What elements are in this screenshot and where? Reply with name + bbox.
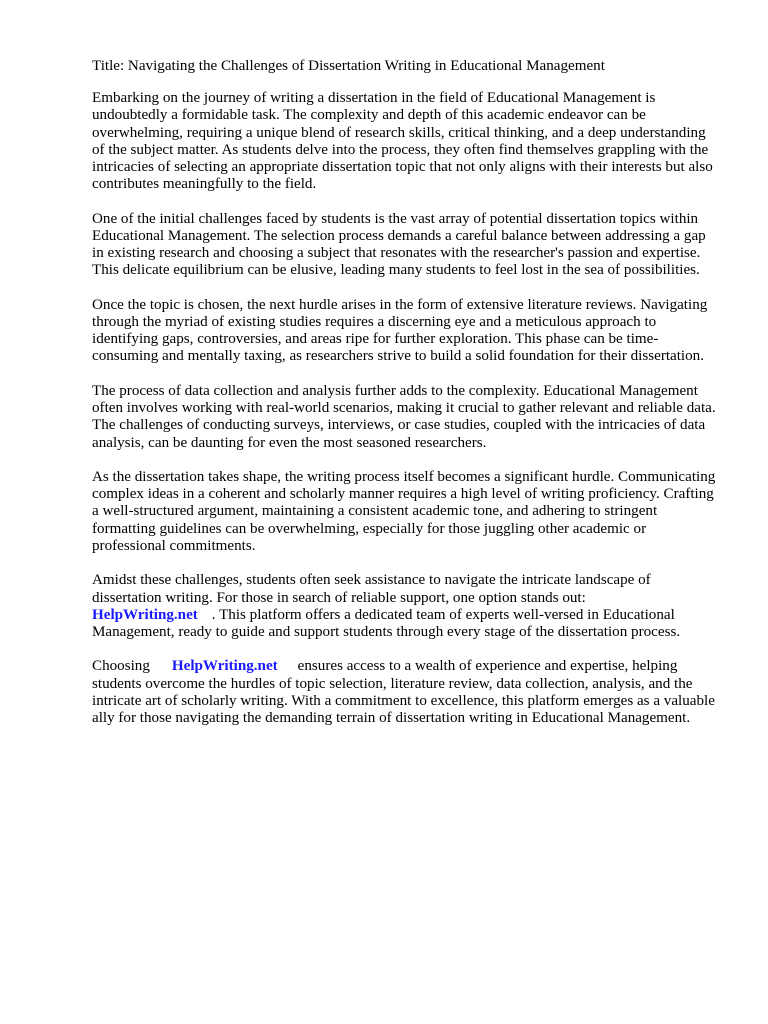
closing-text-before: Choosing [92, 658, 150, 675]
paragraph-intro: Embarking on the journey of writing a dissertation in the field of Educational Management is undoubtedly a formidable task. The complexity and depth of this academic endeavor can be overwhelming, requiring a unique blend of research skills, critical thinking, and a deep understanding of the subject matter. As students delve into the process, they often find themselves grappling with the intricacies of selecting an appropriate dissertation topic that not only aligns with their interests but also contributes meaningfully to the field. [92, 90, 713, 193]
paragraph-literature: Once the topic is chosen, the next hurdle arises in the form of extensive literature reviews. Navigating through the myriad of existing studies requires a discerning eye and a meticulous approach to identifying gaps, controversies, and areas ripe for further exploration. This phase can be time-consuming and mentally taxing, as researchers strive to build a solid foundation for their dissertation. [92, 296, 708, 365]
support-text-before: Amidst these challenges, students often seek assistance to navigate the intricate landscape of dissertation writing. For those in search of reliable support, one option stands out: [92, 572, 651, 606]
paragraph-support [92, 572, 717, 641]
helpwriting-link-closing[interactable]: HelpWriting.net [171, 658, 278, 675]
paragraph-writing: As the dissertation takes shape, the writing process itself becomes a significant hurdle. Communicating complex ideas in a coherent and scholarly manner requires a high level of writing proficiency. Crafting a well-structured argument, maintaining a consistent academic tone, and adhering to stringent formatting guidelines can be overwhelming, especially for those juggling other academic or professional commitments. [92, 469, 716, 554]
paragraph-closing [92, 658, 717, 727]
document-title: Title: Navigating the Challenges of Dissertation Writing in Educational Management [92, 58, 605, 74]
helpwriting-link[interactable]: HelpWriting.net [92, 606, 198, 623]
paragraph-topics: One of the initial challenges faced by students is the vast array of potential dissertation topics within Educational Management. The selection process demands a careful balance between addressing a gap in existing research and choosing a subject that resonates with the researcher's passion and expertise. This delicate equilibrium can be elusive, leading many students to feel lost in the sea of possibilities. [92, 210, 706, 279]
support-text-after: . This platform offers a dedicated team of experts well-versed in Educational Management, ready to guide and support students through every stage of the dissertation process. [92, 606, 681, 640]
closing-text-after: ensures access to a wealth of experience and expertise, helping students overcome the hurdles of topic selection, literature review, data collection, analysis, and the intricate art of scholarly writing. With a commitment to excellence, this platform emerges as a valuable ally for those navigating the demanding terrain of dissertation writing in Educational Management. [92, 658, 715, 727]
document-page [92, 58, 717, 745]
paragraph-data: The process of data collection and analysis further adds to the complexity. Educational Management often involves working with real-world scenarios, making it crucial to gather relevant and reliable data. The challenges of conducting surveys, interviews, or case studies, coupled with the intricacies of data analysis, can be daunting for even the most seasoned researchers. [92, 382, 716, 451]
